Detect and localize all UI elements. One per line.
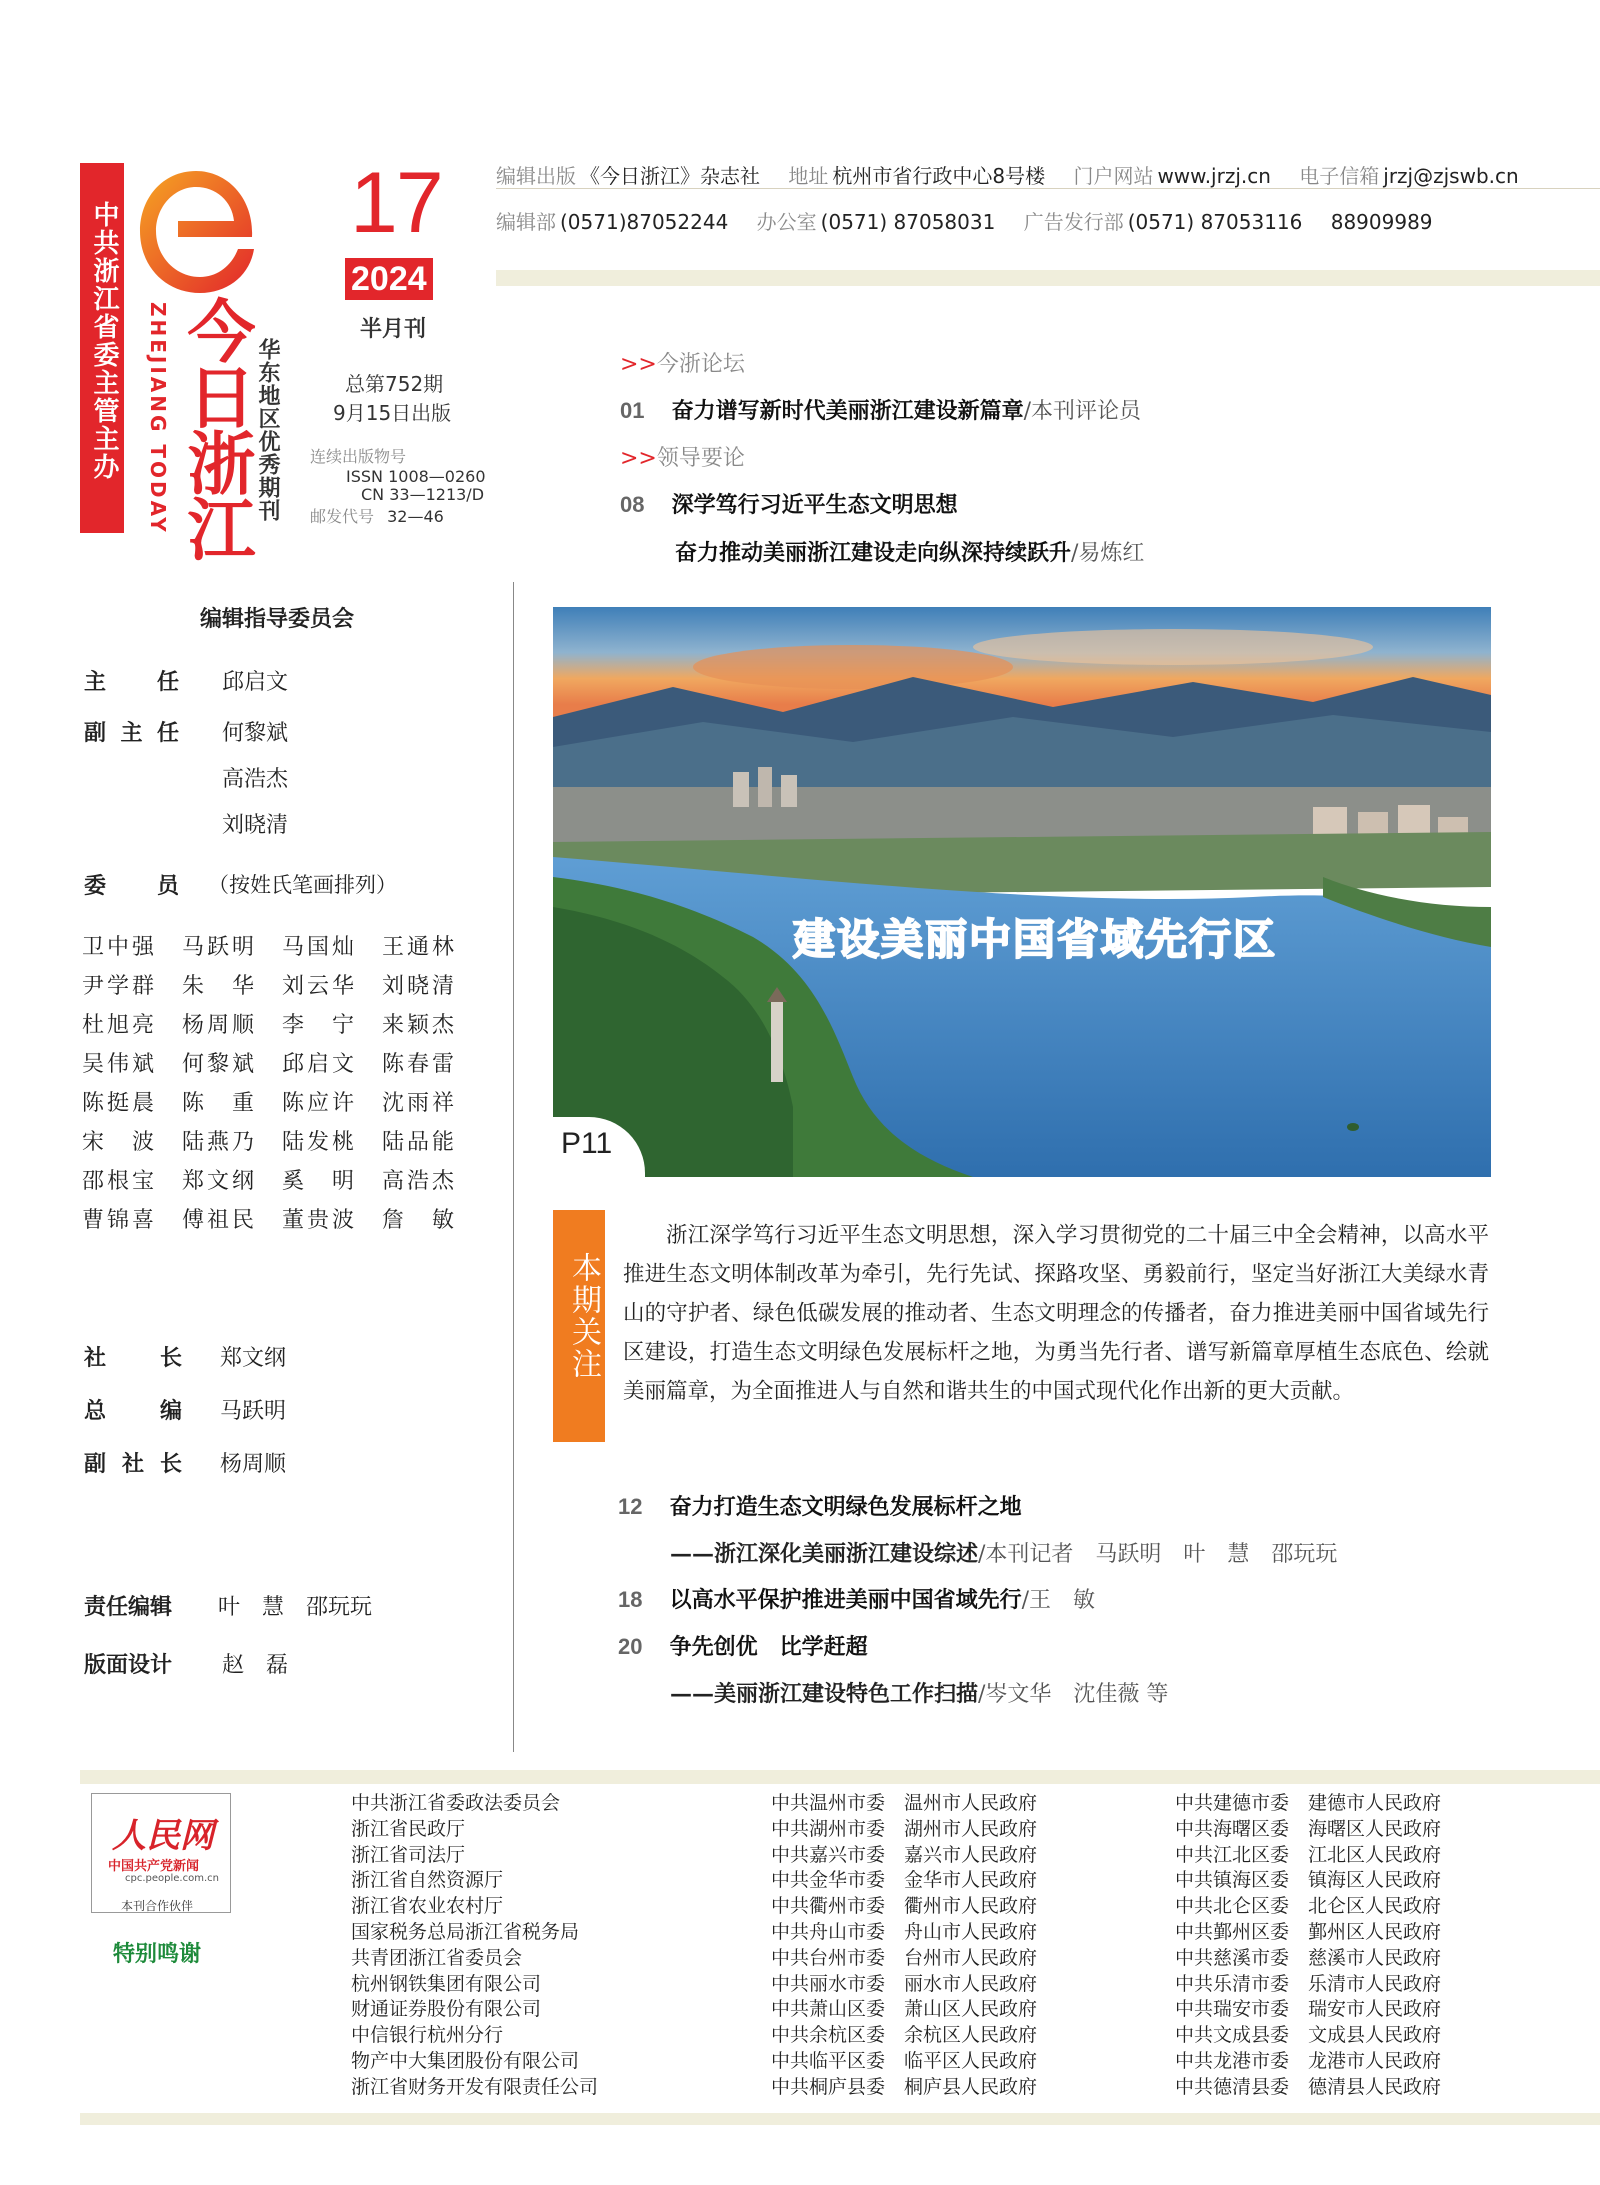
toc-author: /本刊记者 马跃明 叶 慧 邵玩玩 [978,1542,1338,1567]
thanks-entry: 中共德清县委 德清县人民政府 [1175,2075,1442,2098]
toc-title: 奋力打造生态文明绿色发展标杆之地 [669,1495,1022,1520]
toc-page-number: 20 [618,1634,643,1659]
committee-member: 邱启文 [282,1052,354,1077]
committee-member: 高浩杰 [382,1169,454,1194]
sponsor-banner [80,163,124,533]
thanks-entry: 浙江省农业农村厅 [351,1895,504,1918]
section-title: 领导要论 [656,446,745,471]
cn-number: CN 33—1213/D [361,485,485,504]
director-label: 主 任 [84,670,179,695]
committee-member: 王通林 [382,935,454,960]
thanks-entry: 国家税务总局浙江省税务局 [351,1920,580,1943]
editors-label: 责任编辑 [84,1595,173,1620]
photo-caption: 建设美丽中国省域先行区 [793,915,1278,964]
feature-tab [553,1210,605,1442]
thanks-entry: 中共台州市委 台州市人民政府 [771,1946,1038,1969]
toc-title: 以高水平保护推进美丽中国省域先行 [669,1588,1022,1613]
thanks-entry: 中共临平区委 临平区人民政府 [771,2049,1038,2072]
editorial-label: 编辑部 [496,210,556,234]
toc-author: /本刊评论员 [1023,399,1142,424]
chevron-right-icon: >> [620,352,657,377]
feature-paragraph: 浙江深学笃行习近平生态文明思想，深入学习贯彻党的二十届三中全会精神，以高水平推进生态文明体制改革为牵引，先行先试、探路攻坚、勇毅前行，坚定当好浙江大美绿水青山的守护者、绿色低碳发展的推动者、生态文明理念的传播者，奋力推进美丽中国省域先行区建设，打造生态文明绿色发展标杆之地，为勇当先行者、谱写新篇章厚植生态底色、绘就美丽篇章，为全面推进人与自然和谐共生的中国式现代化作出新的更大贡献。 [623,1223,1489,1404]
thanks-entry: 中共丽水市委 丽水市人民政府 [771,1972,1038,1995]
thanks-entry: 中共余杭区委 余杭区人民政府 [771,2024,1038,2047]
committee-member: 曹锦喜 [82,1208,154,1233]
committee-member: 陈重 [182,1091,254,1116]
thanks-entry: 共青团浙江省委员会 [351,1946,523,1969]
thanks-entry: 中共建德市委 建德市人民政府 [1175,1792,1442,1814]
committee-member: 卫中强 [82,935,154,960]
extra-phone: 88909989 [1330,210,1433,234]
toc-title: ——美丽浙江建设特色工作扫描 [670,1681,979,1707]
thanks-entry: 中共鄞州区委 鄞州区人民政府 [1175,1920,1442,1943]
thanks-entry: 中共舟山市委 舟山市人民政府 [771,1920,1038,1943]
toc-item[interactable] [620,394,1141,425]
thanks-entry: 中共乐清市委 乐清市人民政府 [1175,1972,1442,1995]
thanks-entry: 中共镇海区委 镇海区人民政府 [1175,1869,1442,1892]
chief-editor-label: 总 编 [84,1399,182,1424]
committee-title: 编辑指导委员会 [200,607,355,632]
thanks-entry: 中共慈溪市委 慈溪市人民政府 [1175,1946,1442,1969]
toc-author: /易炼红 [1071,541,1145,566]
committee-member: 刘云华 [282,974,354,999]
header-divider [496,188,1600,189]
page-reference: P11 [561,1127,613,1160]
address-label: 地址 [788,164,829,188]
thanks-entry: 中信银行杭州分行 [351,2024,504,2047]
partner-subtitle: 中国共产党新闻 [108,1859,200,1874]
toc-page-number: 18 [618,1587,643,1612]
chevron-right-icon: >> [620,446,657,471]
editorial-phone: (0571)87052244 [560,210,729,234]
thanks-entry: 中共江北区委 江北区人民政府 [1175,1843,1442,1866]
committee-member: 沈雨祥 [382,1091,454,1116]
logo-icon [134,163,259,303]
ads-label: 广告发行部 [1023,210,1124,234]
vice-president-label: 副社长 [84,1452,182,1477]
postal-code-row [310,504,444,527]
thanks-entry: 浙江省财务开发有限责任公司 [351,2075,599,2098]
toc-subtitle[interactable] [670,1677,1168,1708]
committee-member: 董贵波 [282,1208,354,1233]
toc-title: 奋力推动美丽浙江建设走向纵深持续跃升 [675,541,1072,566]
deputy-label: 副主任 [84,721,179,746]
header-band [496,270,1600,286]
section-head-leaders [620,441,745,472]
logo-english: ZHEJIANG TODAY [146,302,170,535]
committee-member: 陈应许 [282,1091,354,1116]
toc-title: 奋力谱写新时代美丽浙江建设新篇章 [671,399,1024,424]
committee-member: 陈春雷 [382,1052,454,1077]
toc-author: /岑文华 沈佳薇 等 [978,1682,1169,1707]
partner-label: 本刊合作伙伴 [121,1899,194,1913]
toc-subtitle[interactable] [670,1537,1337,1568]
thanks-entry: 中共嘉兴市委 嘉兴市人民政府 [771,1843,1038,1866]
special-thanks: 特别鸣谢 [113,1941,202,1967]
committee-member: 詹敏 [382,1208,454,1233]
thanks-entry: 中共萧山区委 萧山区人民政府 [771,1998,1038,2021]
deputy-name: 何黎斌 [222,721,289,746]
toc-page-number: 08 [620,492,645,517]
section-title: 今浙论坛 [656,352,745,377]
thanks-entry: 杭州钢铁集团有限公司 [351,1972,542,1995]
committee-member: 邵根宝 [82,1169,154,1194]
committee-member: 尹学群 [82,974,154,999]
thanks-list-2 [771,1791,1037,2101]
toc-page-number: 12 [618,1494,643,1519]
committee-member: 吴伟斌 [82,1052,154,1077]
postal-code: 32—46 [387,507,444,526]
vice-president-name: 杨周顺 [220,1452,287,1477]
committee-member: 李宁 [282,1013,354,1038]
design-label: 版面设计 [84,1653,173,1678]
committee-member: 奚明 [282,1169,354,1194]
landscape-image [553,607,1491,1177]
thanks-list-1 [351,1791,598,2101]
contact-line-2 [496,206,1455,235]
footer-band-bottom [80,2113,1600,2125]
committee-member: 杨周顺 [182,1013,254,1038]
members-label: 委 员 [84,874,179,899]
committee-member: 陆品能 [382,1130,454,1155]
office-label: 办公室 [756,210,817,234]
thanks-entry: 中共文成县委 文成县人民政府 [1175,2024,1442,2047]
committee-member: 马国灿 [282,935,354,960]
section-head-forum [620,347,745,378]
partner-logo: 人民网 [112,1816,214,1856]
committee-member: 宋波 [82,1130,154,1155]
committee-member: 郑文纲 [182,1169,254,1194]
cover-photo [553,607,1491,1177]
logo-chinese: 今日浙江 [176,296,256,560]
publisher: 《今日浙江》杂志社 [580,164,760,188]
publisher-label: 编辑出版 [496,164,576,188]
toc-title: 深学笃行习近平生态文明思想 [671,493,958,518]
office-phone: (0571) 87058031 [820,210,996,234]
toc-item[interactable] [618,1583,1095,1614]
address: 杭州市省行政中心8号楼 [832,164,1046,188]
toc-item[interactable] [618,1490,1022,1521]
toc-title: 争先创优 比学赶超 [669,1635,868,1660]
issue-year: 2024 [345,258,433,300]
thanks-entry: 浙江省民政厅 [351,1817,466,1840]
serial-label: 连续出版物号 [310,447,407,466]
postal-label: 邮发代号 [310,507,375,526]
thanks-entry: 物产中大集团股份有限公司 [351,2049,580,2072]
thanks-entry: 中共海曙区委 海曙区人民政府 [1175,1817,1442,1840]
toc-item[interactable] [620,488,958,519]
chief-editor-name: 马跃明 [220,1399,287,1424]
director-name: 邱启文 [222,670,289,695]
toc-page-number: 01 [620,398,645,423]
email-label: 电子信箱 [1299,164,1380,188]
ads-phone: (0571) 87053116 [1127,210,1303,234]
contact-line-1 [496,160,1541,189]
committee-member: 杜旭亮 [82,1013,154,1038]
footer-band-top [80,1770,1600,1784]
honor-label: 华东地区优秀期刊 [255,338,280,522]
committee-member: 傅祖民 [182,1208,254,1233]
thanks-list-3 [1175,1791,1441,2101]
sponsor-text: 中共浙江省委主管主办 [89,201,119,481]
thanks-entry: 中共桐庐县委 桐庐县人民政府 [771,2075,1038,2098]
toc-item-continued[interactable] [675,536,1144,567]
design-name: 赵 磊 [222,1653,289,1678]
thanks-entry: 中共瑞安市委 瑞安市人民政府 [1175,1998,1442,2021]
toc-title: ——浙江深化美丽浙江建设综述 [670,1541,979,1567]
issue-frequency: 半月刊 [360,317,427,342]
issue-number: 17 [350,155,442,251]
committee-member: 陆燕乃 [182,1130,254,1155]
column-divider [513,582,514,1752]
president-label: 社 长 [84,1346,182,1371]
president-name: 郑文纲 [220,1346,287,1371]
total-issue: 总第752期 [345,372,444,396]
deputy-name: 高浩杰 [222,767,289,792]
committee-member: 来颖杰 [382,1013,454,1038]
publish-date: 9月15日出版 [333,401,452,425]
committee-member: 陆发桃 [282,1130,354,1155]
thanks-entry: 中共湖州市委 湖州市人民政府 [771,1817,1038,1840]
thanks-entry: 中共温州市委 温州市人民政府 [771,1792,1038,1814]
editors-names: 叶 慧 邵玩玩 [218,1595,373,1620]
toc-author: /王 敏 [1021,1588,1096,1613]
feature-tab-label: 本期关注 [566,1252,601,1380]
thanks-entry: 中共衢州市委 衢州市人民政府 [771,1895,1038,1918]
partner-url: cpc.people.com.cn [125,1873,219,1884]
thanks-entry: 中共北仑区委 北仑区人民政府 [1175,1895,1442,1918]
committee-member: 马跃明 [182,935,254,960]
thanks-entry: 浙江省司法厅 [351,1843,466,1866]
portal-label: 门户网站 [1073,164,1154,188]
thanks-entry: 中共龙港市委 龙港市人民政府 [1175,2049,1442,2072]
toc-item[interactable] [618,1630,868,1661]
issn: ISSN 1008—0260 [346,467,486,486]
committee-member: 陈挺晨 [82,1091,154,1116]
deputy-name: 刘晓清 [222,813,289,838]
email-link[interactable]: jrzj@zjswb.cn [1383,164,1519,188]
thanks-entry: 中共金华市委 金华市人民政府 [771,1869,1038,1892]
members-note: （按姓氏笔画排列） [208,873,397,897]
thanks-entry: 财通证券股份有限公司 [351,1998,542,2021]
portal-link[interactable]: www.jrzj.cn [1157,164,1271,188]
committee-member: 何黎斌 [182,1052,254,1077]
thanks-entry: 中共浙江省委政法委员会 [351,1792,561,1814]
thanks-entry: 浙江省自然资源厅 [351,1869,504,1892]
committee-member: 朱华 [182,974,254,999]
committee-member: 刘晓清 [382,974,454,999]
